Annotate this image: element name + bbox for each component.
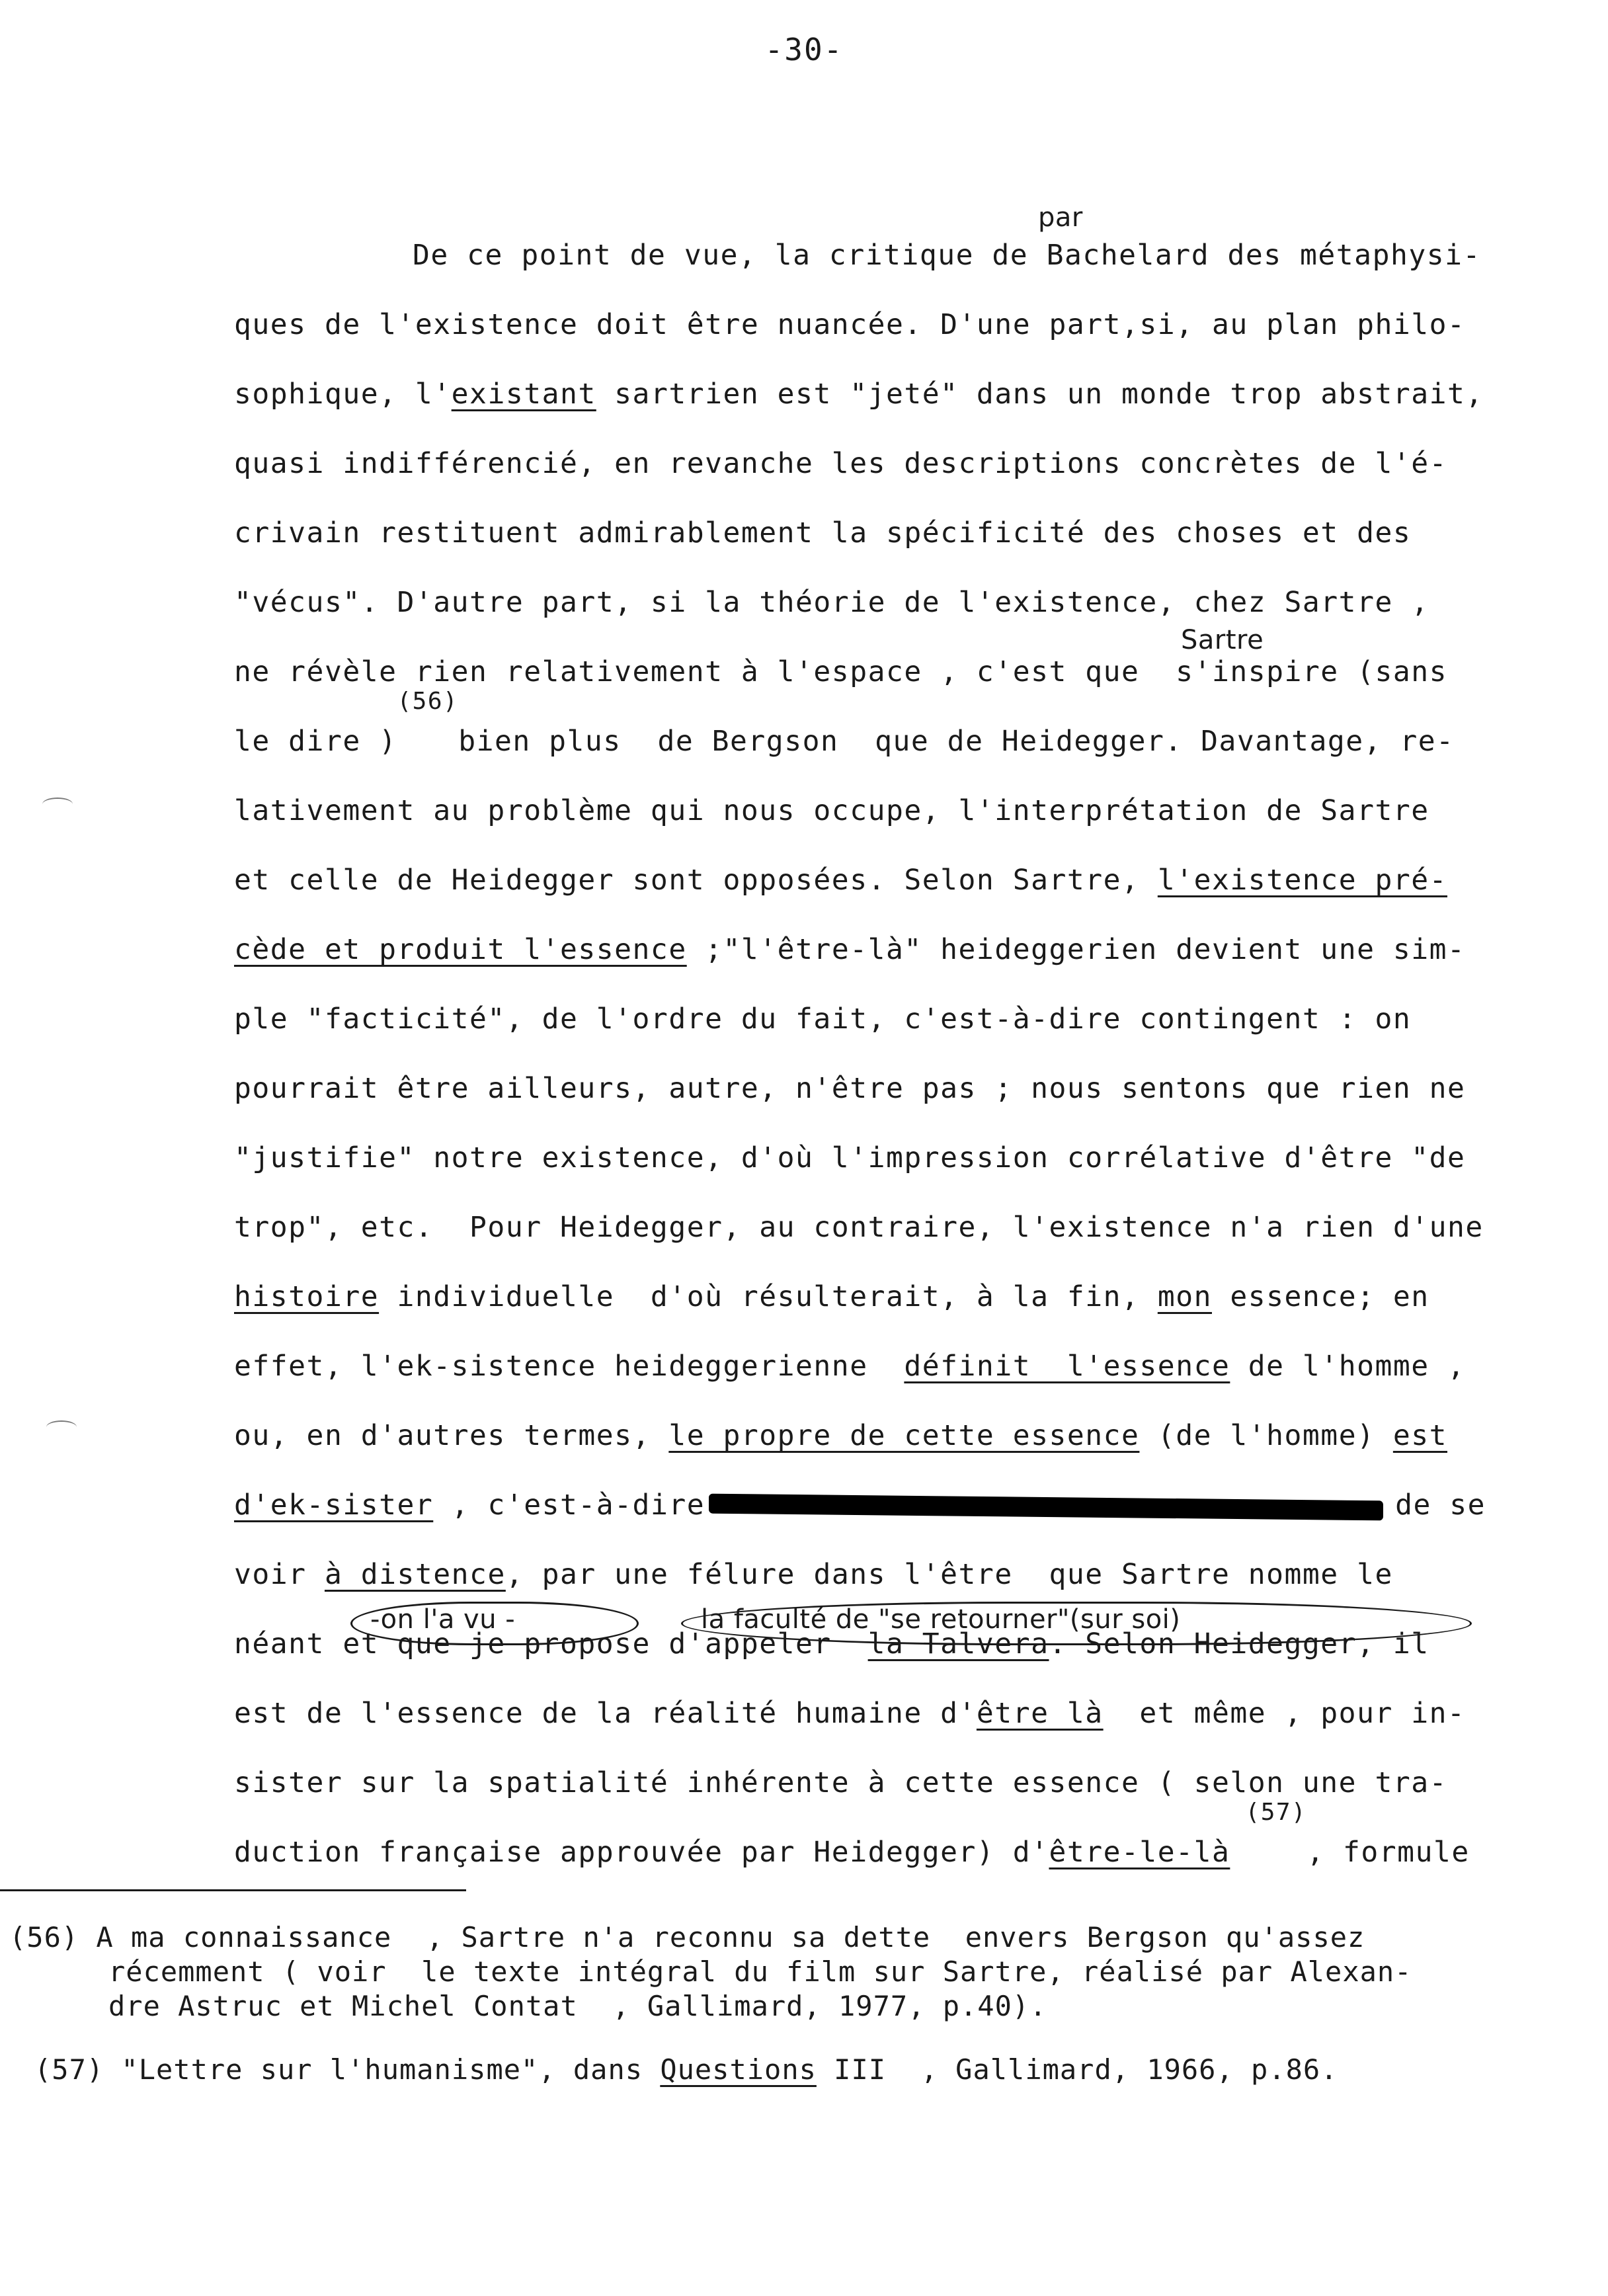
text-line: histoire individuelle d'où résulterait, à la fin, mon essence; en	[234, 1280, 1429, 1313]
text-line: ple "facticité", de l'ordre du fait, c'est-à-dire contingent : on	[234, 1003, 1412, 1036]
footnote-ref-56: (56)	[397, 688, 459, 715]
footnote-56-line-3: dre Astruc et Michel Contat , Gallimard, 1977, p.40).	[108, 1990, 1047, 2022]
underlined-term: l'existence pré-	[1157, 864, 1448, 897]
text-line: lativement au problème qui nous occupe, l'interprétation de Sartre	[234, 794, 1429, 827]
footnote-ref-57: (57)	[1230, 1799, 1307, 1826]
underlined-term: à distence	[324, 1558, 506, 1591]
footnote-56-line-2: récemment ( voir le texte intégral du film sur Sartre, réalisé par Alexan-	[108, 1955, 1412, 1988]
text-line: ques de l'existence doit être nuancée. D'une part,si, au plan philo-	[234, 308, 1466, 341]
text-line: sister sur la spatialité inhérente à cette essence ( selon une tra-	[234, 1766, 1448, 1799]
text-line: pourrait être ailleurs, autre, n'être pas ; nous sentons que rien ne	[234, 1072, 1466, 1105]
underlined-term: le propre de cette essence	[668, 1419, 1140, 1452]
footnote-57: (57) "Lettre sur l'humanisme", dans Questions III , Gallimard, 1966, p.86.	[34, 2053, 1338, 2086]
underlined-term: est	[1392, 1419, 1448, 1452]
text-line: est de l'essence de la réalité humaine d'être là et même , pour in-	[234, 1697, 1466, 1730]
text-line: crivain restituent admirablement la spécificité des choses et des	[234, 516, 1412, 550]
handwritten-par: par	[1038, 202, 1083, 233]
underlined-term: histoire	[234, 1280, 380, 1313]
text-line: voir à distence, par une félure dans l'être que Sartre nomme le	[234, 1558, 1393, 1591]
underlined-term: être là	[976, 1697, 1104, 1730]
footnotes	[9, 1920, 1583, 2087]
underlined-term: définit l'essence	[904, 1350, 1230, 1383]
underlined-term: la Talvera	[867, 1627, 1049, 1660]
text-line: sophique, l'existant sartrien est "jeté" dans un monde trop abstrait,	[234, 378, 1484, 411]
handwritten-faculte: la faculté de "se retourner"(sur soi)	[701, 1604, 1181, 1635]
text-line: "justifie" notre existence, d'où l'impression corrélative d'être "de	[234, 1141, 1466, 1174]
handwritten-on-l-a-vu: -on l'a vu -	[370, 1604, 516, 1635]
text-line: quasi indifférencié, en revanche les descriptions concrètes de l'é-	[234, 447, 1448, 480]
footnote-56: (56) A ma connaissance , Sartre n'a reconnu sa dette envers Bergson qu'assez	[9, 1921, 1365, 1953]
text-line: ou, en d'autres termes, le propre de cette essence (de l'homme) est	[234, 1419, 1448, 1452]
text-line: d'ek-sister , c'est-à-dire de se	[234, 1489, 1486, 1522]
underlined-title: Questions	[660, 2053, 817, 2086]
body-text	[234, 221, 1583, 1887]
text-line: duction française approuvée par Heidegger) d'être-le-là $^{(57)}$, formule	[234, 1799, 1470, 1869]
margin-scan-mark	[42, 798, 73, 811]
underlined-term: existant	[451, 378, 596, 411]
text-line: néant et que je propose d'appeler la Talvera. Selon Heidegger, il	[234, 1627, 1429, 1660]
text-line: ne révèle rien relativement à l'espace , c'est que s'inspire (sans	[234, 655, 1448, 688]
margin-scan-mark	[46, 1420, 77, 1434]
footnote-divider	[0, 1889, 466, 1891]
underlined-term: être-le-là	[1049, 1836, 1230, 1869]
underlined-term: d'ek-sister	[234, 1489, 434, 1522]
text-line: le dire )$^{(56)}$bien plus de Bergson que de Heidegger. Davantage, re-	[234, 688, 1455, 758]
handwritten-sartre: Sartre	[1181, 625, 1264, 655]
underlined-term: cède et produit l'essence	[234, 933, 687, 966]
text-line: trop", etc. Pour Heidegger, au contraire, l'existence n'a rien d'une	[234, 1211, 1484, 1244]
text-line: De ce point de vue, la critique de Bachelard des métaphysi-	[413, 239, 1481, 272]
text-line: et celle de Heidegger sont opposées. Selon Sartre, l'existence pré-	[234, 864, 1448, 897]
redaction-bar	[709, 1493, 1383, 1520]
underlined-term: mon	[1157, 1280, 1212, 1313]
text-line: cède et produit l'essence ;"l'être-là" heideggerien devient une sim-	[234, 933, 1466, 966]
text-line: "vécus". D'autre part, si la théorie de l'existence, chez Sartre ,	[234, 586, 1429, 619]
page-number: -30-	[764, 32, 844, 67]
text-line: effet, l'ek-sistence heideggerienne définit l'essence de l'homme ,	[234, 1350, 1466, 1383]
